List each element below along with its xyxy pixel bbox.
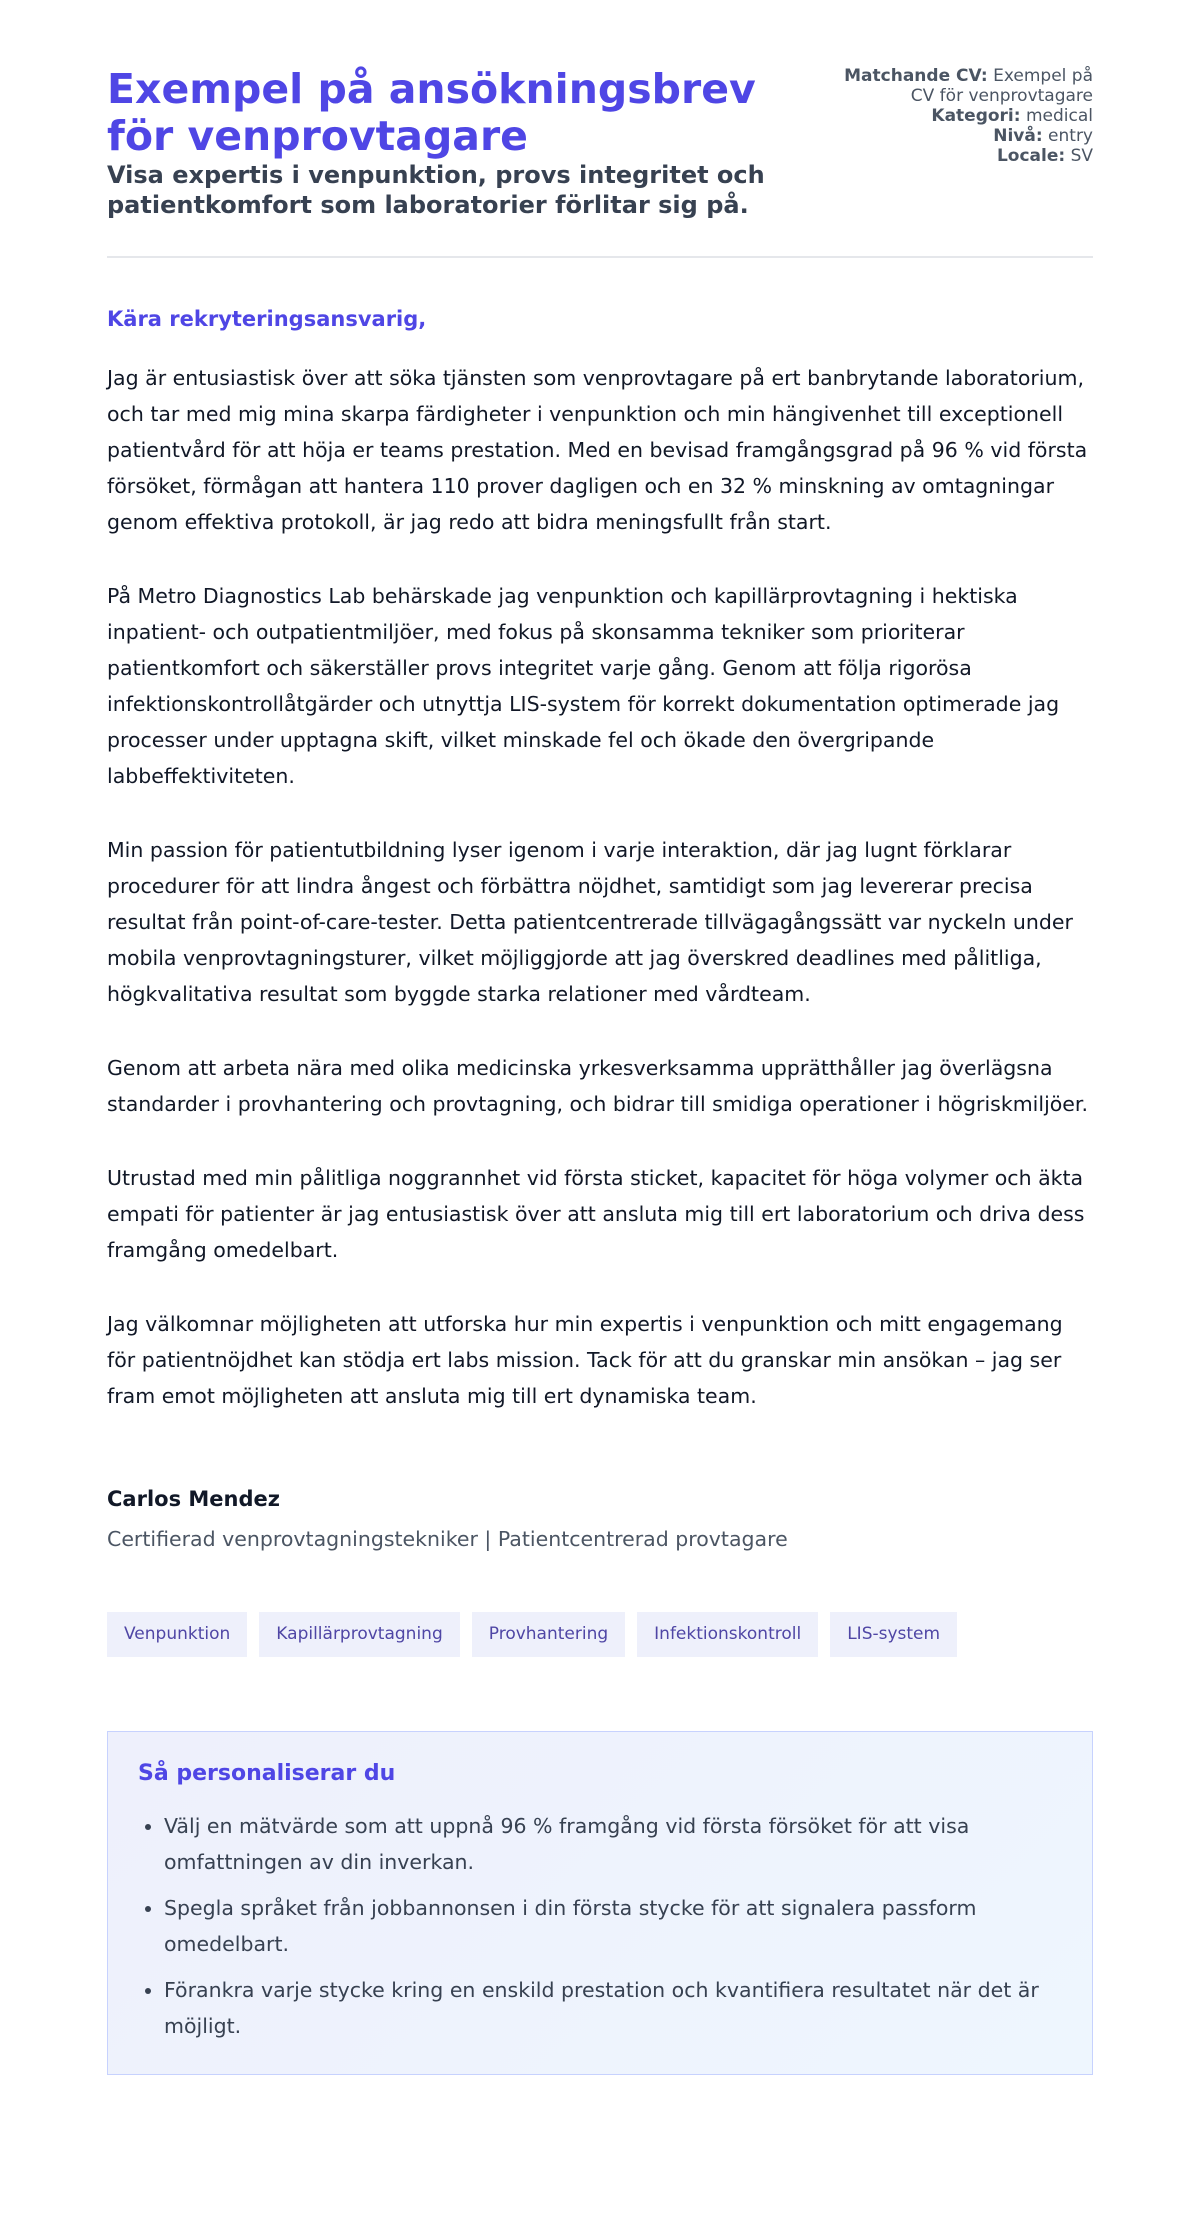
meta-cv-value: Exempel på CV för venprovtagare [910,66,1093,106]
letter-salutation: Kära rekryteringsansvarig, [107,307,427,331]
letter-paragraph: Min passion för patientutbildning lyser igenom i varje interaktion, där jag lugnt förklarar procedurer för att lindra ångest och förbättra nöjdhet, samtidigt som jag levererar precisa resultat från point-of-care-tester. Detta patientcentrerade tillvägagångssätt var nyckeln under mobila venprovtagningsturer, vilket möjliggjorde att jag överskred deadlines med pålitliga, högkvalitativa resultat som byggde starka relationer med vårdteam. [107,838,1073,1006]
meta-matching-cv [843,66,1093,106]
meta-cv-label: Matchande CV: [844,66,988,86]
tips-item: • Välj en mätvärde som att uppnå 96 % framgång vid första försöket för att visa omfattningen av din inverkan. [164,1808,1062,1880]
skill-tags [107,1612,1093,1657]
meta-level-label: Nivå: [993,126,1043,146]
meta-locale-label: Locale: [996,146,1066,166]
tips-list [138,1808,1062,2044]
tips-item: • Spegla språket från jobbannonsen i din första stycke för att signalera passform omedelbart. [164,1890,1062,1962]
skill-tag: Kapillärprovtagning [259,1612,459,1657]
meta-category [843,106,1093,126]
letter-paragraph: Utrustad med min pålitliga noggrannhet vid första sticket, kapacitet för höga volymer och äkta empati för patienter är jag entusiastisk över att ansluta mig till ert laboratorium och driva dess framgång omedelbart. [107,1166,1085,1262]
personalize-tips-box [107,1731,1093,2075]
tips-title: Så personaliserar du [138,1761,396,1786]
meta-panel [843,66,1093,166]
meta-category-value: medical [1025,106,1093,126]
meta-level-value: entry [1048,126,1093,146]
meta-locale [843,146,1093,166]
signature-name: Carlos Mendez [107,1487,280,1511]
skill-tag: Infektionskontroll [637,1612,818,1657]
letter-paragraph: På Metro Diagnostics Lab behärskade jag venpunktion och kapillärprovtagning i hektiska inpatient- och outpatientmiljöer, med fokus på skonsamma tekniker som prioriterar patientkomfort och säkerställer provs integritet varje gång. Genom att följa rigorösa infektionskontrollåtgärder och utnyttja LIS-system för korrekt dokumentation optimerade jag processer under upptagna skift, vilket minskade fel och ökade den övergripande labbeffektiviteten. [107,584,1060,788]
meta-level [843,126,1093,146]
letter-paragraph: Genom att arbeta nära med olika medicinska yrkesverksamma upprätthåller jag överlägsna standarder i provhantering och provtagning, och bidrar till smidiga operationer i högriskmiljöer. [107,1056,1088,1116]
signature-title: Certifierad venprovtagningstekniker | Patientcentrerad provtagare [107,1527,788,1551]
letter-paragraph: Jag välkomnar möjligheten att utforska hur min expertis i venpunktion och mitt engagemang för patientnöjdhet kan stödja ert labs mission. Tack för att du granskar min ansökan – jag ser fram emot möjligheten att ansluta mig till ert dynamiska team. [107,1312,1063,1408]
page-subtitle: Visa expertis i venpunktion, provs integritet och patientkomfort som laboratorier förlitar sig på. [107,161,765,219]
tips-item: • Förankra varje stycke kring en enskild prestation och kvantifiera resultatet när det är möjligt. [164,1972,1062,2044]
page-title: Exempel på ansökningsbrev för venprovtagare [107,65,756,160]
signature-block [107,1484,1093,1554]
meta-category-label: Kategori: [931,106,1021,126]
skill-tag: LIS-system [830,1612,957,1657]
page-header [107,66,1093,258]
meta-locale-value: SV [1070,146,1093,166]
letter-body [107,360,1093,1414]
skill-tag: Venpunktion [107,1612,247,1657]
letter-paragraph: Jag är entusiastisk över att söka tjänsten som venprovtagare på ert banbrytande laboratorium, och tar med mig mina skarpa färdigheter i venpunktion och min hängivenhet till exceptionell patientvård för att höja er teams prestation. Med en bevisad framgångsgrad på 96 % vid första försöket, förmågan att hantera 110 prover dagligen och en 32 % minskning av omtagningar genom effektiva protokoll, är jag redo att bidra meningsfullt från start. [107,366,1088,534]
cover-letter-page [107,0,1093,2075]
skill-tag: Provhantering [472,1612,625,1657]
